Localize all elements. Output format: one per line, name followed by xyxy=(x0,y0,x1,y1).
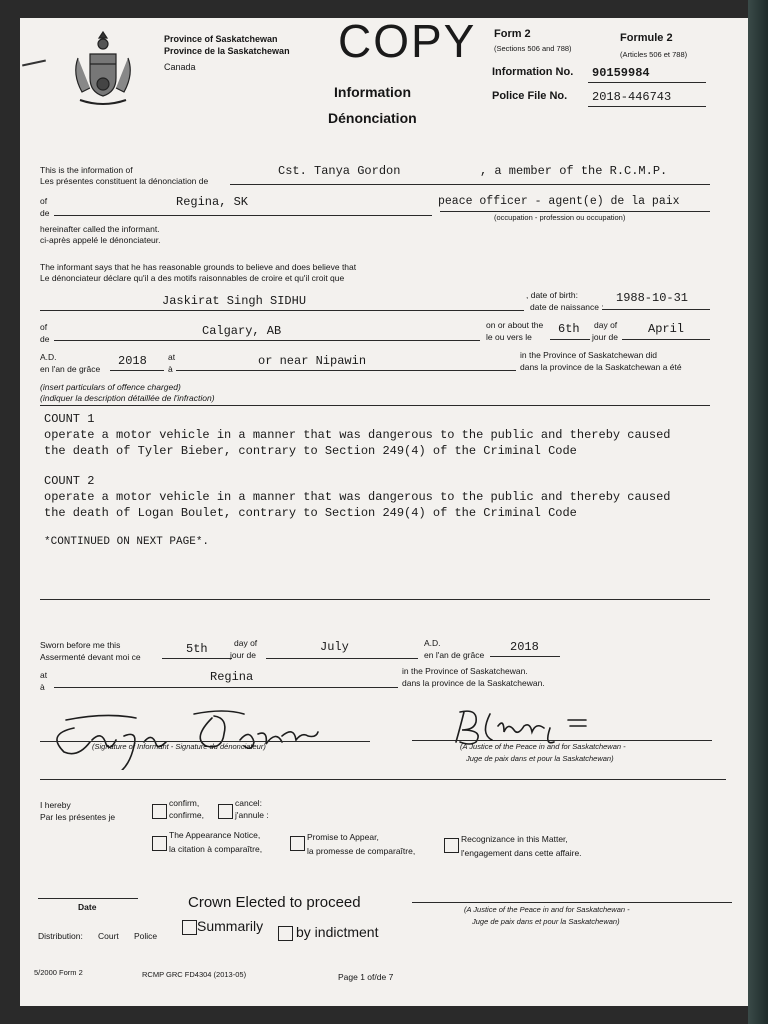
continued-note: *CONTINUED ON NEXT PAGE*. xyxy=(44,536,210,548)
count1-line2: the death of Tyler Bieber, contrary to Section 249(4) of the Criminal Code xyxy=(44,444,577,458)
sworn-at-en: at xyxy=(40,670,48,680)
form-number-fr: Formule 2 xyxy=(620,32,673,44)
province-did-fr: dans la province de la Saskatchewan a été xyxy=(520,362,682,372)
grounds-fr: Le dénonciateur déclare qu'il a des motifs raisonnables de croire et qu'il croit que xyxy=(40,273,345,283)
form-articles-fr: (Articles 506 et 788) xyxy=(620,50,688,59)
appearance-notice-checkbox[interactable] xyxy=(152,836,167,851)
footer-justice-caption-en: (A Justice of the Peace in and for Saskatchewan - xyxy=(464,905,630,914)
sworn-province-en: in the Province of Saskatchewan. xyxy=(402,666,528,676)
informant-of-fr: de xyxy=(40,208,50,218)
confirm-en: confirm, xyxy=(169,798,200,808)
count1-title: COUNT 1 xyxy=(44,412,95,426)
informant-occupation: peace officer - agent(e) de la paix xyxy=(438,195,680,208)
recognizance-fr: l'engagement dans cette affaire. xyxy=(461,848,582,858)
occupation-caption: (occupation - profession ou occupation) xyxy=(494,213,626,222)
summarily-label: Summarily xyxy=(197,918,264,934)
information-no-label: Information No. xyxy=(492,66,574,78)
form-sections-en: (Sections 506 and 788) xyxy=(494,44,572,53)
by-indictment-checkbox[interactable] xyxy=(278,926,293,941)
form-number-en: Form 2 xyxy=(494,28,531,40)
appearance-en: The Appearance Notice, xyxy=(169,830,261,840)
country: Canada xyxy=(164,62,196,72)
informant-label-fr: Les présentes constituent la dénonciation de xyxy=(40,176,209,186)
grounds-en: The informant says that he has reasonable grounds to believe and does believe that xyxy=(40,262,357,272)
cancel-fr: j'annule : xyxy=(235,810,269,820)
summarily-checkbox[interactable] xyxy=(182,920,197,935)
offence-year: 2018 xyxy=(118,354,147,368)
called-fr: ci-après appelé le dénonciateur. xyxy=(40,235,161,245)
confirm-checkbox[interactable] xyxy=(152,804,167,819)
informant-location: Regina, SK xyxy=(176,195,249,209)
accused-residence: Calgary, AB xyxy=(202,324,282,338)
date-label: Date xyxy=(78,902,97,912)
offence-caption-en: (insert particulars of offence charged) xyxy=(40,382,181,392)
promise-en: Promise to Appear, xyxy=(307,832,379,842)
sworn-day-of-en: day of xyxy=(234,638,258,648)
sworn-ad-en: A.D. xyxy=(424,638,441,648)
informant-signature-caption: (Signature of Informant - Signature du dénonciateur) xyxy=(92,742,266,751)
by-indictment-label: by indictment xyxy=(296,924,379,940)
title-fr: Dénonciation xyxy=(328,110,417,126)
justice-caption-en: (A Justice of the Peace in and for Saskatchewan - xyxy=(460,742,626,751)
count2-title: COUNT 2 xyxy=(44,474,95,488)
day-of-fr: jour de xyxy=(592,332,618,342)
promise-fr: la promesse de comparaître, xyxy=(307,846,416,856)
day-of-en: day of xyxy=(594,320,618,330)
saskatchewan-coat-of-arms-icon xyxy=(68,28,138,110)
informant-of-en: of xyxy=(40,196,48,206)
informant-name: Cst. Tanya Gordon xyxy=(278,164,401,178)
promise-to-appear-checkbox[interactable] xyxy=(290,836,305,851)
justice-caption-fr: Juge de paix dans et pour la Saskatchewan) xyxy=(466,754,614,763)
page-number: Page 1 of/de 7 xyxy=(338,972,394,982)
accused-of-fr: de xyxy=(40,334,50,344)
province-fr: Province de la Saskatchewan xyxy=(164,46,290,56)
sworn-at-fr: à xyxy=(40,682,45,692)
distribution-police: Police xyxy=(134,931,158,941)
offence-month: April xyxy=(648,322,685,336)
background-edge xyxy=(748,0,768,1024)
dob-label-en: , date of birth: xyxy=(526,290,578,300)
called-en: hereinafter called the informant. xyxy=(40,224,160,234)
at-en: at xyxy=(168,352,176,362)
footer-justice-caption-fr: Juge de paix dans et pour la Saskatchewan) xyxy=(472,917,620,926)
sworn-place: Regina xyxy=(210,670,254,684)
cancel-en: cancel: xyxy=(235,798,262,808)
informant-member-of: , a member of the R.C.M.P. xyxy=(480,164,668,178)
province-en: Province of Saskatchewan xyxy=(164,34,278,44)
on-or-about-en: on or about the xyxy=(486,320,544,330)
sworn-ad-fr: en l'an de grâce xyxy=(424,650,485,660)
sworn-year: 2018 xyxy=(510,640,539,654)
rcmp-code: RCMP GRC FD4304 (2013-05) xyxy=(142,970,247,979)
crown-elected: Crown Elected to proceed xyxy=(188,894,361,911)
offence-day: 6th xyxy=(558,322,580,336)
distribution-label: Distribution: xyxy=(38,931,83,941)
ad-fr: en l'an de grâce xyxy=(40,364,101,374)
offence-place: or near Nipawin xyxy=(258,354,367,368)
informant-signature xyxy=(44,700,354,770)
document-page xyxy=(20,18,748,1006)
sworn-en: Sworn before me this xyxy=(40,640,121,650)
count1-line1: operate a motor vehicle in a manner that was dangerous to the public and thereby caused xyxy=(44,428,671,442)
information-no: 90159984 xyxy=(592,66,650,80)
dob-label-fr: date de naissance : xyxy=(530,302,604,312)
province-did-en: in the Province of Saskatchewan did xyxy=(520,350,658,360)
police-file-label: Police File No. xyxy=(492,90,568,102)
appearance-fr: la citation à comparaître, xyxy=(169,844,263,854)
sworn-month: July xyxy=(320,640,349,654)
offence-caption-fr: (indiquer la description détaillée de l'infraction) xyxy=(40,393,215,403)
recognizance-en: Recognizance in this Matter, xyxy=(461,834,568,844)
form-code: 5/2000 Form 2 xyxy=(34,968,83,977)
title-en: Information xyxy=(334,84,411,100)
cancel-checkbox[interactable] xyxy=(218,804,233,819)
pen-mark xyxy=(22,60,46,67)
police-file-no: 2018-446743 xyxy=(592,90,672,104)
accused-name: Jaskirat Singh SIDHU xyxy=(162,294,307,308)
sworn-day-of-fr: jour de xyxy=(230,650,256,660)
accused-of-en: of xyxy=(40,322,48,332)
count2-line2: the death of Logan Boulet, contrary to Section 249(4) of the Criminal Code xyxy=(44,506,577,520)
count2-line1: operate a motor vehicle in a manner that was dangerous to the public and thereby caused xyxy=(44,490,671,504)
accused-dob: 1988-10-31 xyxy=(616,291,689,305)
informant-label-en: This is the information of xyxy=(40,165,133,175)
confirm-fr: confirme, xyxy=(169,810,204,820)
at-fr: à xyxy=(168,364,173,374)
sworn-fr: Assermenté devant moi ce xyxy=(40,652,141,662)
sworn-province-fr: dans la province de la Saskatchewan. xyxy=(402,678,545,688)
sworn-day: 5th xyxy=(186,642,208,656)
distribution-court: Court xyxy=(98,931,119,941)
recognizance-checkbox[interactable] xyxy=(444,838,459,853)
hereby-en: I hereby xyxy=(40,800,71,810)
copy-stamp: COPY xyxy=(338,18,477,67)
ad-en: A.D. xyxy=(40,352,57,362)
hereby-fr: Par les présentes je xyxy=(40,812,116,822)
on-or-about-fr: le ou vers le xyxy=(486,332,532,342)
